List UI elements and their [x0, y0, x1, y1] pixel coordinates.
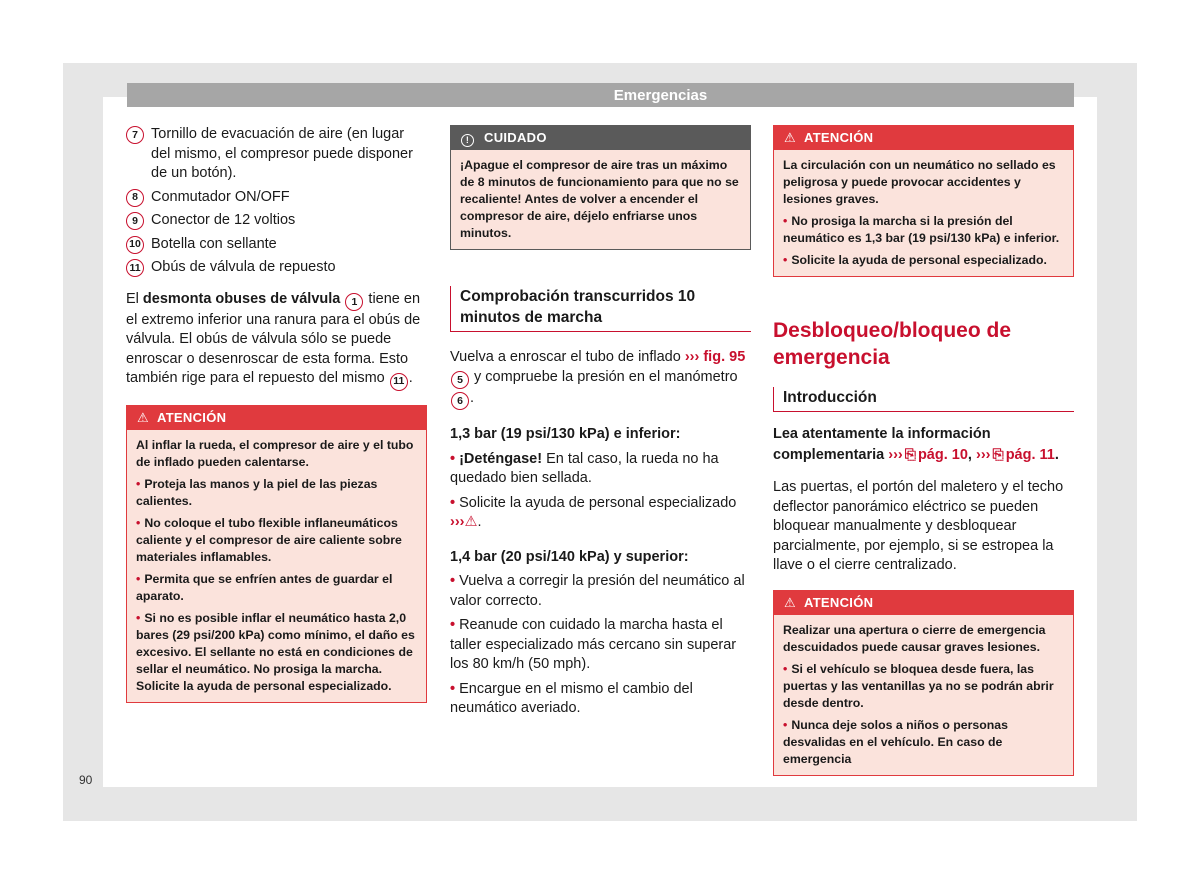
list-item: 8 Conmutador ON/OFF [126, 188, 427, 208]
page-number: 90 [79, 773, 93, 787]
callout-number: 7 [126, 126, 144, 144]
warning-triangle-icon: ⚠ [464, 514, 478, 530]
caution-box: ! CUIDADO ¡Apague el compresor de aire tras un máximo de 8 minutos de funcionamiento para que no se recaliente! Antes de volver a encender el compresor de aire, déjelo enfriarse unos minutos. [450, 125, 751, 250]
warning-box: ⚠ ATENCIÓN Al inflar la rueda, el compresor de aire y el tubo de inflado pueden calentarse. • Proteja las manos y la piel de las piezas calientes. • No coloque el tubo flexible inflaneumáticos caliente y el compresor de aire caliente sobre materiales inflamables. • Permita que se enfríen antes de guardar el aparato. • Si no es posible inflar el neumático hasta 2,0 bares (29 psi/200 kPa) como mínimo, el daño es excesivo. El sellante no está en condiciones de sellar el neumático. No prosiga la marcha. Solicite la ayuda de personal especializado. [126, 405, 427, 703]
warning-box: ⚠ ATENCIÓN La circulación con un neumático no sellado es peligrosa y puede provocar accidentes y lesiones graves. • No prosiga la marcha si la presión del neumático es 1,3 bar (19 psi/130 kPa) e inferior. • Solicite la ayuda de personal especializado. [773, 125, 1074, 277]
column-middle: ! CUIDADO ¡Apague el compresor de aire tras un máximo de 8 minutos de funcionamiento para que no se recaliente! Antes de volver a encender el compresor de aire, déjelo enfriarse unos minutos. Comprobación transcurridos 10 minutos de marcha Vuelva a enroscar el tubo de inflado ››› fig. 95 5 y compruebe la presión en el manómetro 6 . 1,3 bar (19 psi/130 kPa) e inferior: • ¡Deténgase! En tal caso, la rueda no ha quedado bien sellada. • Solicite la ayuda de personal especializado ›››⚠. 1,4 bar (20 psi/140 kPa) y superior: • Vuelva a corregir la presión del neumático al valor correcto. • Reanude con cuidado la marcha hasta el taller especializado más cercano sin superar los 80 km/h (50 mph). • Encargue en el mismo el cambio del neumático averiado. [450, 125, 751, 719]
page-link[interactable]: pág. 10 [917, 446, 968, 463]
intro-paragraph: Vuelva a enroscar el tubo de inflado ››› fig. 95 5 y compruebe la presión en el manómetro 6 . [450, 348, 751, 410]
valve-paragraph: El desmonta obuses de válvula 1 tiene en el extremo inferior una ranura para el obús de válvula. El obús de válvula sólo se puede enroscar o desenroscar de esta forma. Esto también rige para el repuesto del mismo 11 . [126, 290, 427, 391]
list-item: 11 Obús de válvula de repuesto [126, 258, 427, 278]
warning-triangle-icon: ⚠ [784, 130, 796, 145]
book-reference-icon: ⎘ [904, 445, 916, 462]
section-header: Emergencias [127, 83, 1074, 107]
callout-number: 8 [126, 189, 144, 207]
page-link[interactable]: pág. 11 [1005, 446, 1055, 463]
subsection-title: Introducción [773, 387, 1074, 412]
list-item: 9 Conector de 12 voltios [126, 211, 427, 231]
figure-link[interactable]: ››› fig. 95 [684, 349, 746, 365]
warning-link[interactable]: ››› [450, 514, 465, 530]
column-right [773, 125, 1074, 776]
list-item: 10 Botella con sellante [126, 235, 427, 255]
reference-paragraph: Lea atentamente la información complementaria ››› ⎘ pág. 10, ››› ⎘ pág. 11. [773, 426, 1059, 463]
callout-number: 9 [126, 212, 144, 230]
body-paragraph: Las puertas, el portón del maletero y el techo deflector panorámico eléctrico se pueden bloquear manualmente y desbloquear parcialmente, por ejemplo, si se estropea la llave o el cierre centralizado. [773, 479, 1064, 573]
warning-triangle-icon: ⚠ [137, 409, 149, 425]
info-circle-icon: ! [461, 134, 474, 147]
warning-box: ⚠ ATENCIÓN Realizar una apertura o cierre de emergencia descuidados puede causar graves lesiones. • Si el vehículo se bloquea desde fuera, las puertas y las ventanillas ya no se podrán abrir desde dentro. • Nunca deje solos a niños o personas desvalidas en el vehículo. En caso de emergencia [773, 590, 1074, 776]
section-title: Comprobación transcurridos 10 minutos de marcha [450, 286, 751, 332]
callout-number: 10 [126, 236, 144, 254]
warning-triangle-icon: ⚠ [784, 594, 796, 610]
chapter-title: Desbloqueo/bloqueo de emergencia [773, 319, 1012, 369]
list-item: 7 Tornillo de evacuación de aire (en lugar del mismo, el compresor puede disponer de un botón). [126, 125, 427, 184]
book-reference-icon: ⎘ [992, 445, 1004, 462]
callout-number: 11 [126, 259, 144, 277]
column-left [126, 125, 427, 703]
